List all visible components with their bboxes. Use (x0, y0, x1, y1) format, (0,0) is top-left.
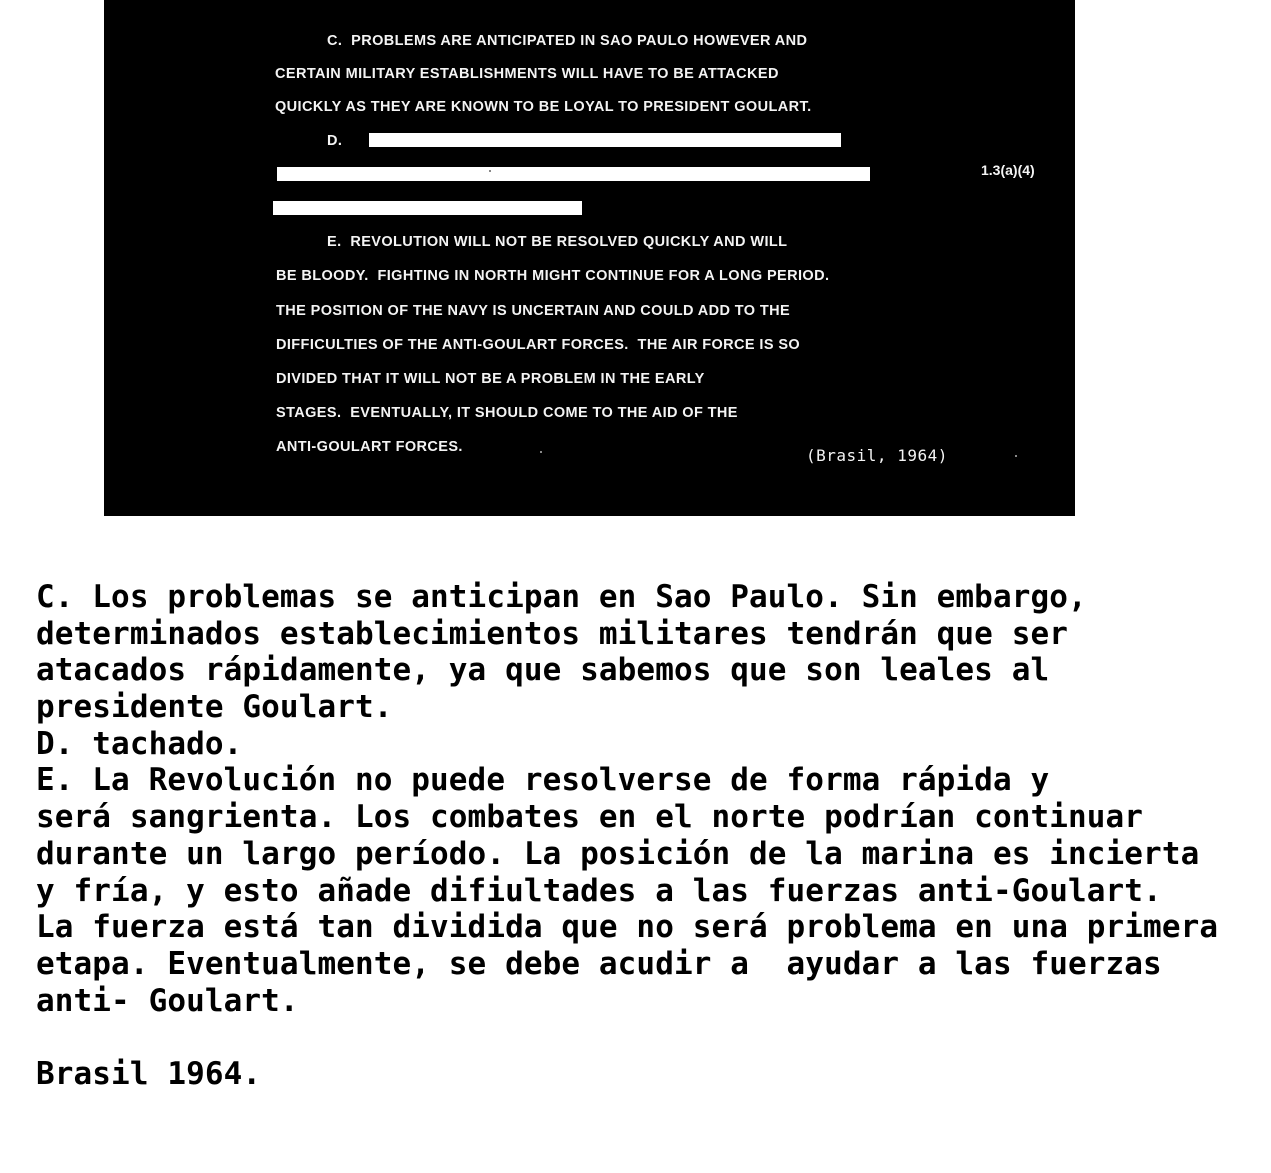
redaction-bar (277, 167, 870, 181)
scan-speck (489, 170, 491, 172)
translation-line: etapa. Eventualmente, se debe acudir a ayudar a las fuerzas (36, 945, 1162, 982)
scan-line-e3: THE POSITION OF THE NAVY IS UNCERTAIN AND COULD ADD TO THE (276, 303, 791, 319)
scan-line-c1: C. PROBLEMS ARE ANTICIPATED IN SAO PAULO HOWEVER AND (327, 33, 808, 49)
translation-line: presidente Goulart. (36, 689, 393, 726)
translation-line: atacados rápidamente, ya que sabemos que son leales al (36, 652, 1050, 689)
translation-source-date: Brasil 1964. (36, 1055, 262, 1092)
translation-line: D. tachado. (36, 725, 243, 762)
spanish-translation (36, 579, 1266, 1093)
translation-line: y fría, y esto añade difiultades a las fuerzas anti-Goulart. (36, 872, 1162, 909)
translation-line: E. La Revolución no puede resolverse de forma rápida y (36, 762, 1050, 799)
translation-line: La fuerza está tan dividida que no será problema en una primera (36, 909, 1219, 946)
translation-line: durante un largo período. La posición de la marina es incierta (36, 835, 1200, 872)
scan-line-c2: CERTAIN MILITARY ESTABLISHMENTS WILL HAVE TO BE ATTACKED (275, 66, 779, 82)
translation-line: C. Los problemas se anticipan en Sao Paulo. Sin embargo, (36, 579, 1087, 615)
scan-line-e2: BE BLOODY. FIGHTING IN NORTH MIGHT CONTINUE FOR A LONG PERIOD. (276, 268, 830, 284)
scan-citation: (Brasil, 1964) (806, 446, 948, 465)
translation-blank-line (36, 1019, 1266, 1056)
scan-line-c3: QUICKLY AS THEY ARE KNOWN TO BE LOYAL TO PRESIDENT GOULART. (275, 99, 812, 115)
redaction-bar (369, 133, 841, 147)
translation-line: será sangrienta. Los combates en el norte podrían continuar (36, 799, 1144, 836)
scan-speck (540, 451, 542, 453)
scan-line-e1: E. REVOLUTION WILL NOT BE RESOLVED QUICKLY AND WILL (327, 234, 788, 250)
scan-line-e4: DIFFICULTIES OF THE ANTI-GOULART FORCES. THE AIR FORCE IS SO (276, 337, 801, 353)
redaction-bar (273, 201, 582, 215)
scan-line-e5: DIVIDED THAT IT WILL NOT BE A PROBLEM IN THE EARLY (276, 371, 705, 387)
translation-line: determinados establecimientos militares tendrán que ser (36, 615, 1068, 652)
scan-line-e7: ANTI-GOULART FORCES. (276, 439, 463, 455)
exemption-code-stamp: 1.3(a)(4) (981, 162, 1035, 178)
declassified-document-scan (104, 0, 1075, 516)
scan-line-d: D. (327, 133, 343, 149)
scan-line-e6: STAGES. EVENTUALLY, IT SHOULD COME TO THE AID OF THE (276, 405, 738, 421)
scan-speck (1015, 455, 1017, 457)
translation-line: anti- Goulart. (36, 982, 299, 1019)
